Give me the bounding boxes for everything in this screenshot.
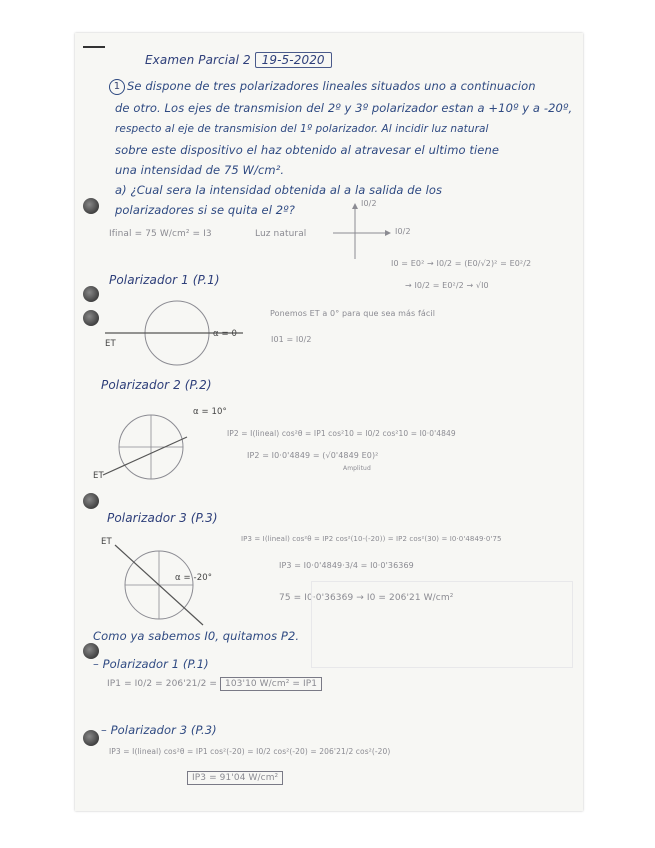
partb-heading: Como ya sabemos I0, quitamos P2. [93, 629, 300, 643]
p1-angle-label: α = 0 [213, 329, 238, 339]
partb-p3-result: IP3 = 91'04 W/cm² [187, 771, 283, 785]
given-eq-2: → I0/2 = E0²/2 → √I0 [405, 281, 489, 290]
partb-p1-formula [107, 679, 322, 689]
date-text: 19-5-2020 [261, 53, 325, 67]
problem-line-2: de otro. Los ejes de transmision del 2º y 3º polarizador estan a +10º y a -20º, [115, 101, 573, 115]
problem-line-5: una intensidad de 75 W/cm². [115, 163, 285, 177]
binder-ring-2 [83, 286, 99, 302]
problem-line-4: sobre este dispositivo el haz obtenido al atravesar el ultimo tiene [115, 143, 500, 157]
binder-ring-6 [83, 730, 99, 746]
problem-number-circle: 1 [109, 79, 125, 95]
p1-formula: I01 = I0/2 [271, 335, 312, 344]
p2-heading: Polarizador 2 (P.2) [101, 378, 212, 392]
p2-formula-2: IP2 = I0·0'4849 = (√0'4849 E0)² [247, 451, 379, 460]
title-text: Examen Parcial 2 [145, 53, 251, 67]
axis-x-label: I0/2 [395, 227, 411, 236]
given-eq-1: I0 = E0² → I0/2 = (E0/√2)² = E0²/2 [391, 259, 532, 268]
binder-ring-1 [83, 198, 99, 214]
p3-angle-label: α = -20° [175, 573, 213, 583]
partb-p3-result-wrap [187, 773, 283, 783]
date-box [255, 52, 332, 68]
p2-amplitude-note: Amplitud [343, 465, 371, 472]
binder-ring-5 [83, 643, 99, 659]
partb-p3-formula: IP3 = I(lineal) cos²θ = IP1 cos²(-20) = I0/2 cos²(-20) = 206'21/2 cos²(-20) [109, 747, 391, 756]
p1-et-label: ET [105, 339, 116, 349]
partb-p1-heading: – Polarizador 1 (P.1) [93, 657, 209, 671]
binder-ring-4 [83, 493, 99, 509]
natural-light-label: Luz natural [255, 229, 307, 239]
question-line-1: a) ¿Cual sera la intensidad obtenida al a la salida de los [115, 183, 443, 197]
margin-dash [83, 46, 105, 48]
natural-light-axes [333, 203, 393, 263]
p3-formula-3: 75 = I0·0'36369 → I0 = 206'21 W/cm² [279, 593, 454, 603]
p3-diagram [103, 537, 253, 637]
p1-note: Ponemos ET a 0° para que sea más fácil [270, 309, 436, 318]
page-title [145, 53, 332, 67]
question-line-2: polarizadores si se quita el 2º? [115, 203, 295, 217]
p3-formula-2: IP3 = I0·0'4849·3/4 = I0·0'36369 [279, 561, 414, 570]
p1-heading: Polarizador 1 (P.1) [109, 273, 220, 287]
p3-formula-1: IP3 = I(lineal) cos²θ = IP2 cos²(10-(-20)) = IP2 cos²(30) = I0·0'4849·0'75 [241, 535, 502, 543]
problem-number [109, 78, 125, 95]
faint-grid [311, 581, 573, 668]
partb-p1-result: 103'10 W/cm² = IP1 [220, 677, 322, 691]
p3-heading: Polarizador 3 (P.3) [107, 511, 218, 525]
p2-formula-1: IP2 = I(lineal) cos²θ = IP1 cos²10 = I0/2 cos²10 = I0·0'4849 [227, 429, 456, 438]
p2-angle-label: α = 10° [193, 407, 227, 417]
binder-ring-3 [83, 310, 99, 326]
given-intensity: Ifinal = 75 W/cm² = I3 [109, 229, 212, 239]
problem-line-3: respecto al eje de transmision del 1º polarizador. Al incidir luz natural [115, 123, 489, 135]
notebook-page [75, 33, 583, 811]
problem-line-1: Se dispone de tres polarizadores lineales situados uno a continuacion [127, 79, 536, 93]
p1-diagram [105, 299, 275, 379]
axis-y-label: I0/2 [361, 199, 377, 208]
p2-diagram [103, 403, 253, 493]
p3-et-label: ET [101, 537, 112, 547]
p2-et-label: ET [93, 471, 104, 481]
partb-p3-heading: – Polarizador 3 (P.3) [101, 723, 217, 737]
partb-p1-formula-text: IP1 = I0/2 = 206'21/2 = [107, 679, 218, 689]
